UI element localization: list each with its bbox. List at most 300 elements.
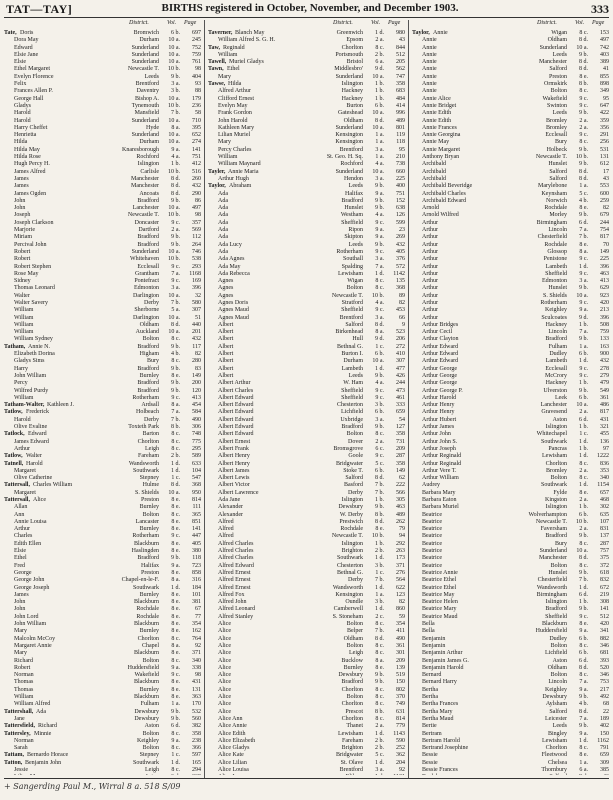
entry-district: Brentford	[339, 314, 363, 321]
index-column	[4, 20, 202, 775]
entry-volume: 8 e.	[375, 526, 384, 533]
entry-volume: 6 b.	[375, 409, 384, 416]
entry-volume: 8 e.	[171, 548, 180, 555]
index-entry	[412, 570, 610, 577]
entry-forenames: Arthur George	[422, 372, 458, 379]
entry-district: Derby	[144, 299, 159, 306]
index-entry	[4, 132, 202, 139]
entry-district: Dudley	[549, 351, 567, 358]
entry-volume: 10 b.	[168, 66, 180, 73]
entry-district: Penistone	[543, 256, 567, 263]
entry-page: 9	[402, 321, 405, 328]
index-entry	[4, 468, 202, 475]
entry-forenames: Ada	[218, 212, 228, 219]
entry-district: Leeds	[552, 51, 567, 58]
entry-volume: 8 e.	[579, 241, 588, 248]
entry-page: 217	[600, 686, 609, 693]
index-entry	[4, 585, 202, 592]
entry-forenames: Arthur	[422, 278, 438, 285]
entry-forenames: John	[14, 606, 26, 613]
entry-page	[590, 774, 609, 775]
entry-forenames: Albert Edward	[218, 402, 254, 409]
entry-district: Kensington	[335, 139, 363, 146]
index-entry	[412, 110, 610, 117]
index-entry	[4, 687, 202, 694]
entry-volume: 8 e.	[171, 694, 180, 701]
index-entry	[4, 512, 202, 519]
entry-page: 225	[600, 256, 609, 263]
entry-volume: 9 b.	[375, 205, 384, 212]
index-entry	[412, 139, 610, 146]
entry-page: 761	[192, 59, 201, 66]
entry-forenames: Mary	[218, 73, 231, 80]
index-entry	[412, 59, 610, 66]
entry-page: 104	[192, 467, 201, 474]
index-entry	[4, 541, 202, 548]
entry-volume: 1 d.	[579, 453, 588, 460]
entry-district: Aylsham	[545, 701, 567, 708]
entry-page: 562	[396, 66, 405, 73]
entry-forenames: Albert Charles	[218, 387, 254, 394]
index-entry	[208, 307, 406, 314]
entry-forenames: Ethel	[227, 66, 240, 73]
entry-forenames: Annie N.	[28, 343, 50, 350]
entry-forenames: Arthur Edward	[422, 343, 459, 350]
column-heading	[412, 20, 610, 30]
index-entry	[412, 417, 610, 424]
entry-district: Leeds	[144, 73, 159, 80]
entry-forenames: Benjamin John	[25, 759, 62, 766]
entry-volume: 10 b.	[168, 102, 180, 109]
entry-page: 120	[192, 387, 201, 394]
entry-page: 426	[396, 372, 405, 379]
entry-page: 278	[600, 365, 609, 372]
entry-page: 455	[600, 431, 609, 438]
entry-volume: 10 a.	[576, 548, 588, 555]
entry-forenames: Arthur	[422, 292, 438, 299]
entry-page: 43	[399, 37, 405, 44]
entry-page: 516	[192, 168, 201, 175]
entry-page: 179	[192, 95, 201, 102]
entry-district: Bromley	[546, 124, 567, 131]
entry-page: 293	[192, 263, 201, 270]
entry-forenames: Ada Rebecca	[218, 270, 250, 277]
index-entry	[412, 446, 610, 453]
entry-forenames: Arthur Bridges	[422, 321, 459, 328]
entry-district: Southwark	[133, 467, 159, 474]
index-entry	[4, 563, 202, 570]
entry-forenames: George Hall	[14, 95, 44, 102]
entry-district: Bolton	[346, 431, 363, 438]
entry-page: 150	[600, 730, 609, 737]
entry-volume: 2 a.	[579, 124, 588, 131]
index-entry	[208, 767, 406, 774]
entry-page: 95	[399, 146, 405, 153]
entry-volume: 6 b.	[579, 635, 588, 642]
entry-page: 333	[396, 402, 405, 409]
entry-district: Marylebone	[538, 183, 567, 190]
index-entry	[4, 592, 202, 599]
entry-page: 308	[600, 599, 609, 606]
entry-volume: 8 c.	[375, 701, 384, 708]
entry-page: 569	[192, 227, 201, 234]
entry-page: 860	[396, 606, 405, 613]
entry-volume: 8 e.	[579, 489, 588, 496]
entry-page: 245	[192, 37, 201, 44]
entry-district: Bolton	[142, 730, 159, 737]
entry-district: Bolton	[142, 657, 159, 664]
entry-forenames: Beatrice Annie	[422, 569, 458, 576]
entry-district: Hull	[352, 336, 363, 343]
index-entry	[4, 242, 202, 249]
index-entry	[208, 132, 406, 139]
entry-volume: 1 d.	[579, 482, 588, 489]
entry-surname: Tatham,	[4, 343, 26, 350]
entry-surname: Tawse,	[208, 81, 226, 88]
entry-district: Burnley	[343, 664, 363, 671]
entry-forenames: Annie Georgina	[422, 132, 461, 139]
entry-district: Auckland	[135, 329, 159, 336]
index-entry	[4, 183, 202, 190]
entry-district: Stratford	[341, 299, 363, 306]
entry-forenames: Miriam	[14, 234, 32, 241]
entry-volume: 1 b.	[579, 321, 588, 328]
entry-surname: Tatlow,	[4, 453, 23, 460]
entry-volume: 8 a.	[579, 248, 588, 255]
index-entry	[4, 606, 202, 613]
entry-forenames: Beatrice	[422, 562, 442, 569]
index-entry	[208, 475, 406, 482]
page-heading: Page	[388, 20, 401, 26]
entry-district: Thanet	[346, 723, 363, 730]
entry-volume: 7 a.	[171, 270, 180, 277]
entry-forenames: Albert Lewis	[218, 475, 250, 482]
entry-forenames: Felix	[14, 81, 27, 88]
entry-volume: 6 b.	[375, 467, 384, 474]
entry-district: Salford	[549, 708, 567, 715]
entry-volume: 8 d.	[579, 66, 588, 73]
entry-page: 302	[600, 504, 609, 511]
entry-volume: 3 b.	[171, 88, 180, 95]
entry-page: 354	[192, 621, 201, 628]
entry-volume: 9 d.	[375, 66, 384, 73]
index-entry	[208, 154, 406, 161]
entry-forenames: Sidney	[14, 278, 31, 285]
entry-forenames: Alfred Ernest	[218, 577, 251, 584]
entry-district: Bolton	[142, 745, 159, 752]
index-entry	[208, 504, 406, 511]
entry-page: 118	[192, 555, 201, 562]
entry-volume: 1 c.	[375, 343, 384, 350]
entry-district: Oldham	[343, 117, 363, 124]
index-entry	[208, 417, 406, 424]
entry-page: 633	[192, 460, 201, 467]
entry-page: 93	[195, 81, 201, 88]
index-entry	[412, 468, 610, 475]
entry-forenames: Arthur	[14, 526, 30, 533]
entry-forenames: Albert	[218, 358, 234, 365]
entry-page: 358	[192, 730, 201, 737]
entry-district: Chesterfield	[537, 577, 567, 584]
index-entry	[4, 103, 202, 110]
entry-volume: 9 b.	[579, 336, 588, 343]
entry-page: 520	[600, 664, 609, 671]
entry-district: Burnley	[139, 686, 159, 693]
entry-page: 590	[396, 737, 405, 744]
index-entry	[412, 234, 610, 241]
entry-district: Sheffield	[545, 613, 567, 620]
entry-district: Leek	[555, 394, 567, 401]
entry-district: Dudley	[549, 635, 567, 642]
index-entry	[412, 96, 610, 103]
index-entry	[4, 475, 202, 482]
entry-volume: 9 c.	[375, 219, 384, 226]
entry-page: 89	[399, 292, 405, 299]
entry-forenames: Arthur James	[422, 424, 455, 431]
entry-volume: 9 a.	[171, 146, 180, 153]
entry-volume: 8 c.	[579, 475, 588, 482]
entry-district: Prescot	[345, 708, 363, 715]
entry-volume: 2 b.	[375, 548, 384, 555]
entry-page: 950	[192, 489, 201, 496]
entry-volume: 1 d.	[579, 358, 588, 365]
entry-district: Chesterfield	[537, 234, 567, 241]
entry-forenames: Alfred Charles	[218, 548, 254, 555]
entry-district: Islington	[545, 599, 567, 606]
entry-forenames: Elsie	[14, 59, 26, 66]
entry-district: Brentford	[339, 146, 363, 153]
entry-volume: 9 b.	[375, 372, 384, 379]
entry-forenames: Ada	[218, 227, 228, 234]
entry-forenames: Malcolm McCoy	[14, 635, 56, 642]
entry-page: 292	[396, 540, 405, 547]
entry-forenames: William	[218, 154, 238, 161]
index-entry	[208, 293, 406, 300]
entry-volume: 8 c.	[375, 621, 384, 628]
entry-forenames: Harry Cheffet	[14, 124, 48, 131]
entry-district: Bradford	[341, 679, 363, 686]
entry-district: Prestwich	[339, 518, 363, 525]
entry-volume: 4 a.	[375, 299, 384, 306]
entry-district: Bolton	[550, 672, 567, 679]
entry-volume: 3 a.	[375, 766, 384, 773]
entry-page: 82	[399, 599, 405, 606]
index-entry	[208, 585, 406, 592]
entry-district: Hackney	[341, 88, 363, 95]
entry-district: Rotherham	[132, 533, 159, 540]
entry-volume: 2 b.	[375, 737, 384, 744]
entry-volume: 9 c.	[579, 256, 588, 263]
entry-district: Bolton	[346, 621, 363, 628]
index-entry	[208, 490, 406, 497]
entry-page: 306	[192, 424, 201, 431]
index-entry	[4, 293, 202, 300]
entry-page: 396	[192, 285, 201, 292]
entry-district: Bradford	[545, 533, 567, 540]
entry-district: Sunderland	[131, 248, 159, 255]
entry-district: Southwark	[133, 584, 159, 591]
entry-volume: 9 b.	[579, 533, 588, 540]
entry-volume: 1 d.	[375, 555, 384, 562]
handwritten-note: + Sangerding Paul M., Wirral 8 a. 518 S/09	[4, 782, 181, 791]
entry-forenames: Arthur Hubert	[422, 416, 457, 423]
index-entry	[412, 636, 610, 643]
index-entry	[412, 344, 610, 351]
header-rule	[4, 17, 609, 18]
entry-volume: 1 d.	[375, 270, 384, 277]
index-entry	[4, 300, 202, 307]
index-entry	[208, 650, 406, 657]
index-entry	[412, 147, 610, 154]
index-entry	[208, 431, 406, 438]
entry-district: Grantham	[135, 270, 159, 277]
entry-forenames: Alice Annie	[218, 723, 247, 730]
entry-volume: 9 b.	[375, 504, 384, 511]
entry-volume: 10 a.	[168, 132, 180, 139]
index-entry	[412, 212, 610, 219]
entry-district	[298, 774, 363, 775]
entry-district: Chorlton	[341, 715, 363, 722]
entry-volume: 8 c.	[375, 686, 384, 693]
entry-district: Preston	[141, 569, 159, 576]
entry-district: Aston	[144, 723, 159, 730]
entry-volume: 9 b.	[375, 424, 384, 431]
entry-page: 22	[603, 708, 609, 715]
entry-district: Middlesbro'	[334, 66, 363, 73]
entry-page: 338	[192, 664, 201, 671]
column-divider	[408, 20, 409, 778]
entry-volume: 1 b.	[579, 424, 588, 431]
entry-surname: Tatlow,	[4, 409, 23, 416]
entry-page: 492	[600, 694, 609, 701]
index-entry	[412, 592, 610, 599]
entry-volume: 1 c.	[171, 752, 180, 759]
entry-district: Burnley	[139, 372, 159, 379]
entry-forenames: Arthur Reginald	[422, 460, 462, 467]
entry-volume: 7 a.	[579, 329, 588, 336]
index-entry	[4, 672, 202, 679]
entry-forenames: Arthur	[422, 263, 438, 270]
entry-volume: 6 b.	[375, 351, 384, 358]
entry-forenames: Ada May	[218, 263, 241, 270]
entry-page: 262	[396, 518, 405, 525]
entry-district: W. Ham	[343, 380, 363, 387]
entry-volume: 4 a.	[375, 212, 384, 219]
index-entry	[412, 103, 610, 110]
entry-page: 119	[396, 132, 405, 139]
entry-forenames: Bessie	[422, 752, 438, 759]
entry-page: 380	[192, 548, 201, 555]
entry-forenames: Arthur	[422, 256, 438, 263]
entry-volume: 4 a.	[171, 154, 180, 161]
entry-volume: 10 a.	[372, 124, 384, 131]
entry-forenames: Annie	[433, 30, 448, 36]
entry-volume: 8 c.	[375, 642, 384, 649]
entry-forenames: Rose May	[14, 270, 39, 277]
entry-forenames: Bertram Harold	[422, 737, 460, 744]
entry-district: Salford	[549, 175, 567, 182]
entry-district: Bridgwater	[336, 752, 363, 759]
index-entry	[208, 329, 406, 336]
entry-forenames: Clifford Ernest	[218, 95, 255, 102]
entry-forenames: Mary	[14, 650, 27, 657]
index-entry	[412, 738, 610, 745]
index-entry	[412, 716, 610, 723]
index-entry	[208, 694, 406, 701]
entry-page: 681	[600, 650, 609, 657]
entry-forenames: Arthur George	[422, 365, 458, 372]
entry-forenames: Alfred Edward	[218, 562, 254, 569]
entry-forenames: Audrey	[422, 482, 440, 489]
entry-district: Aston	[552, 657, 567, 664]
entry-district: Pontefract	[134, 278, 159, 285]
entry-page: 453	[396, 307, 405, 314]
entry-page: 340	[600, 475, 609, 482]
entry-district: Blackburn	[134, 599, 159, 606]
entry-volume: 1 a.	[171, 701, 180, 708]
entry-district: Hackney	[545, 321, 567, 328]
entry-surname: Tattersfield,	[4, 723, 35, 730]
entry-forenames: Fred	[14, 562, 25, 569]
index-entry	[412, 293, 610, 300]
entry-page: 652	[192, 132, 201, 139]
entry-volume: 9 c.	[579, 102, 588, 109]
index-entry	[4, 774, 202, 775]
entry-forenames	[218, 774, 245, 775]
entry-forenames: Beatrice Ethel	[422, 577, 457, 584]
entry-volume: 3 a.	[579, 278, 588, 285]
entry-district: Lincoln	[548, 679, 567, 686]
entry-volume: 9 b.	[171, 708, 180, 715]
index-entry	[208, 723, 406, 730]
entry-forenames: Arthur	[422, 234, 438, 241]
entry-page: 149	[600, 248, 609, 255]
entry-page: 98	[195, 66, 201, 73]
index-entry	[412, 366, 610, 373]
entry-forenames: Benjamin Arthur	[422, 650, 463, 657]
entry-volume: 3 b.	[375, 402, 384, 409]
entry-forenames: Robert	[14, 256, 31, 263]
index-entry	[412, 461, 610, 468]
entry-forenames: Alice	[218, 621, 231, 628]
entry-district: Glossop	[547, 248, 567, 255]
entry-district: Lanchester	[132, 205, 159, 212]
entry-volume: 8 c.	[579, 745, 588, 752]
entry-volume: 1 a.	[375, 132, 384, 139]
entry-page: 447	[192, 533, 201, 540]
entry-page: 307	[396, 358, 405, 365]
entry-district: Uxbridge	[340, 416, 363, 423]
entry-page: 410	[396, 351, 405, 358]
entry-forenames: Arthur Edward	[422, 358, 459, 365]
entry-district: Burnley	[139, 504, 159, 511]
entry-volume: 8 e.	[171, 569, 180, 576]
entry-forenames: Kathleen Mary	[218, 124, 255, 131]
entry-district: Lewisham	[338, 730, 363, 737]
index-entry	[412, 533, 610, 540]
entry-forenames: Alice	[33, 497, 46, 503]
index-entry	[4, 191, 202, 198]
entry-forenames: Arthur	[422, 241, 438, 248]
entry-volume: 9 d.	[375, 336, 384, 343]
index-entry	[412, 752, 610, 759]
entry-surname: Tawell,	[208, 59, 227, 66]
entry-district: Bristol	[346, 59, 363, 66]
entry-forenames: John William	[14, 372, 47, 379]
entry-district: Lanchester	[540, 402, 567, 409]
index-entry	[412, 336, 610, 343]
index-entry	[4, 336, 202, 343]
